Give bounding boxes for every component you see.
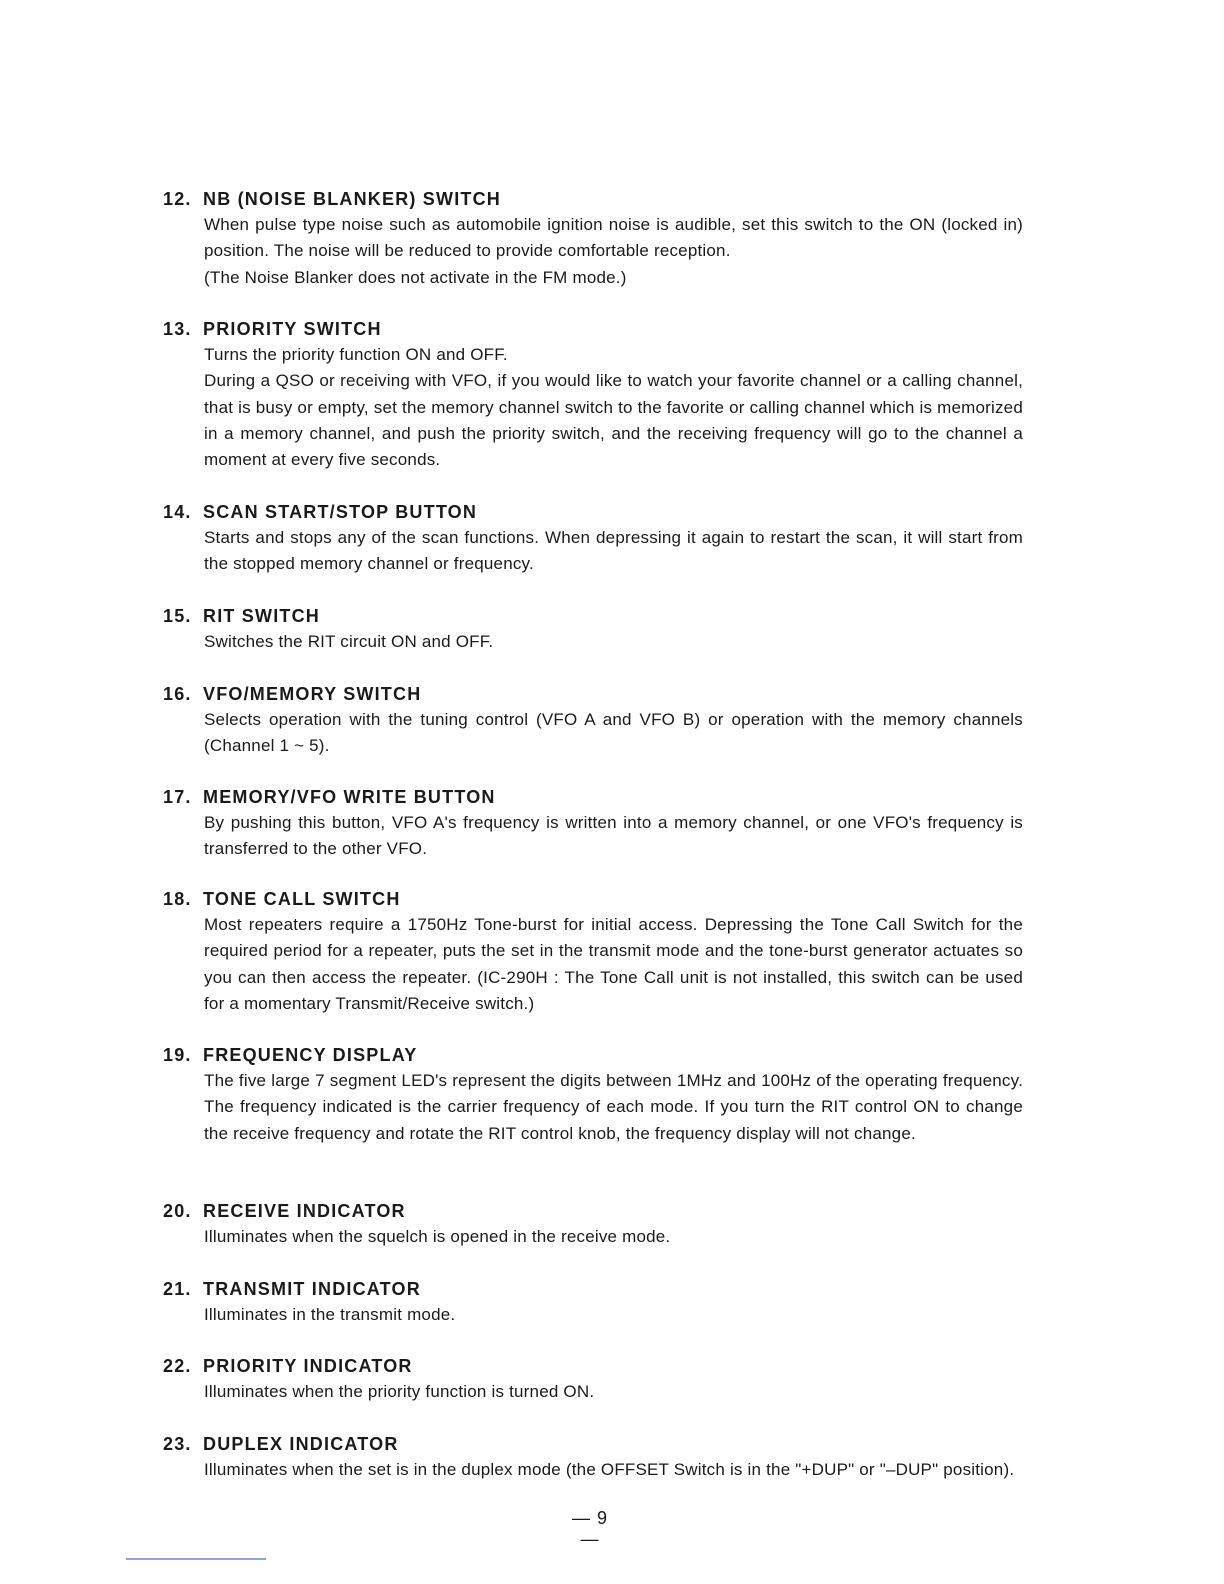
section-heading (163, 316, 1023, 342)
section-body (204, 1379, 1023, 1405)
section-number: 12. (163, 189, 192, 209)
section-number: 23. (163, 1434, 192, 1454)
section-paragraph: Illuminates when the priority function is turned ON. (204, 1382, 595, 1401)
section-title: TRANSMIT INDICATOR (203, 1279, 421, 1299)
section-heading (163, 1353, 1023, 1379)
section-heading (163, 681, 1023, 707)
section-paragraph: Most repeaters require a 1750Hz Tone-burst for initial access. Depressing the Tone Call Switch for the required period for a repeater, puts the set in the transmit mode and the tone-burst generator actuates so you can then access the repeater. (IC-290H : The Tone Call unit is not installed, this switch can be used for a momentary Transmit/Receive switch.) (204, 915, 1023, 1013)
section-title: VFO/MEMORY SWITCH (203, 684, 422, 704)
section-paragraph: (The Noise Blanker does not activate in the FM mode.) (204, 267, 627, 287)
section-heading (163, 1042, 1023, 1068)
section-noise-blanker-switch (163, 186, 1023, 291)
section-number: 21. (163, 1279, 192, 1299)
section-paragraph: Illuminates when the squelch is opened in the receive mode. (204, 1227, 671, 1246)
section-heading (163, 1276, 1023, 1302)
section-number: 15. (163, 606, 192, 626)
section-rit-switch (163, 603, 1023, 655)
section-title: PRIORITY INDICATOR (203, 1356, 413, 1376)
section-priority-switch (163, 316, 1023, 473)
section-vfo-memory-switch (163, 681, 1023, 760)
section-priority-indicator (163, 1353, 1023, 1405)
page-number: — 9 — (571, 1508, 608, 1549)
section-heading (163, 499, 1023, 525)
section-heading (163, 186, 1023, 212)
section-body (204, 912, 1023, 1017)
section-frequency-display (163, 1042, 1023, 1147)
section-number: 14. (163, 502, 192, 522)
section-paragraph: Starts and stops any of the scan functions. When depressing it again to restart the scan, it will start from the stopped memory channel or frequency. (204, 528, 1023, 574)
section-title: DUPLEX INDICATOR (203, 1434, 399, 1454)
section-title: FREQUENCY DISPLAY (203, 1045, 418, 1065)
section-transmit-indicator (163, 1276, 1023, 1328)
section-paragraph: Turns the priority function ON and OFF. (204, 345, 508, 364)
section-body (204, 525, 1023, 578)
section-memory-vfo-write-button (163, 784, 1023, 863)
section-paragraph: The five large 7 segment LED's represent the digits between 1MHz and 100Hz of the operating frequency. The frequency indicated is the carrier frequency of each mode. If you turn the RIT control ON to change the receive frequency and rotate the RIT control knob, the frequency display will not change. (204, 1071, 1023, 1143)
section-title: SCAN START/STOP BUTTON (203, 502, 478, 522)
section-body (204, 1068, 1023, 1147)
section-heading (163, 886, 1023, 912)
section-body (204, 629, 1023, 655)
section-body (204, 1224, 1023, 1250)
scan-edge-divider (126, 1558, 266, 1560)
section-paragraph: During a QSO or receiving with VFO, if you would like to watch your favorite channel or a calling channel, that is busy or empty, set the memory channel switch to the favorite or calling channel which is memorized in a memory channel, and push the priority switch, and the receiving frequency will go to the channel a moment at every five seconds. (204, 371, 1023, 470)
section-duplex-indicator (163, 1431, 1023, 1483)
section-heading (163, 603, 1023, 629)
section-number: 13. (163, 319, 192, 339)
section-heading (163, 1198, 1023, 1224)
section-number: 20. (163, 1201, 192, 1221)
section-title: PRIORITY SWITCH (203, 319, 382, 339)
section-title: MEMORY/VFO WRITE BUTTON (203, 787, 496, 807)
section-receive-indicator (163, 1198, 1023, 1250)
section-body (204, 707, 1023, 760)
section-paragraph: When pulse type noise such as automobile ignition noise is audible, set this switch to the ON (locked in) position. The noise will be reduced to provide comfortable reception. (204, 215, 1023, 261)
section-body (204, 1457, 1023, 1483)
section-number: 19. (163, 1045, 192, 1065)
section-body (204, 212, 1023, 291)
section-paragraph: Selects operation with the tuning control (VFO A and VFO B) or operation with the memory channels (Channel 1 ~ 5). (204, 710, 1023, 756)
section-heading (163, 784, 1023, 810)
section-number: 17. (163, 787, 192, 807)
section-title: RECEIVE INDICATOR (203, 1201, 406, 1221)
section-title: NB (NOISE BLANKER) SWITCH (203, 189, 501, 209)
section-title: RIT SWITCH (203, 606, 320, 626)
section-body (204, 342, 1023, 473)
section-paragraph: Illuminates in the transmit mode. (204, 1305, 456, 1324)
section-tone-call-switch (163, 886, 1023, 1017)
section-scan-start-stop-button (163, 499, 1023, 578)
section-paragraph: By pushing this button, VFO A's frequency is written into a memory channel, or one VFO's frequency is transferred to the other VFO. (204, 813, 1023, 859)
section-number: 22. (163, 1356, 192, 1376)
section-heading (163, 1431, 1023, 1457)
section-number: 18. (163, 889, 192, 909)
section-paragraph: Switches the RIT circuit ON and OFF. (204, 632, 494, 651)
section-paragraph: Illuminates when the set is in the duplex mode (the OFFSET Switch is in the "+DUP" or "–DUP" position). (204, 1460, 1015, 1479)
section-body (204, 810, 1023, 863)
section-body (204, 1302, 1023, 1328)
section-title: TONE CALL SWITCH (203, 889, 401, 909)
section-number: 16. (163, 684, 192, 704)
